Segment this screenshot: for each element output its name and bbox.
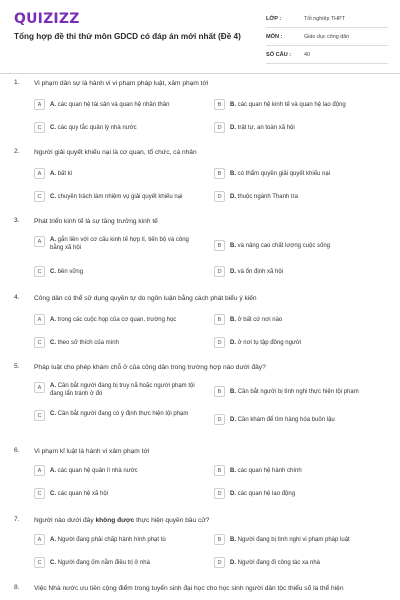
option-badge: C bbox=[34, 557, 45, 568]
option-d[interactable] bbox=[214, 486, 390, 501]
option-a[interactable] bbox=[34, 233, 204, 257]
option-text: các quan hệ lao động bbox=[237, 490, 296, 497]
question-number: 5. bbox=[14, 363, 20, 370]
option-letter: B. bbox=[230, 467, 236, 474]
option-c[interactable] bbox=[34, 407, 204, 431]
option-text: các quy tắc quản lý nhà nước bbox=[57, 124, 137, 131]
option-letter: C. bbox=[50, 490, 56, 497]
option-letter: D. bbox=[230, 416, 236, 423]
document-meta bbox=[266, 10, 388, 64]
meta-label: MÔN : bbox=[266, 33, 283, 40]
option-letter: D. bbox=[230, 268, 236, 275]
option-text: các quan hệ kinh tế và quan hệ lao động bbox=[237, 101, 346, 108]
meta-row-count bbox=[266, 46, 388, 64]
option-c[interactable] bbox=[34, 486, 204, 501]
option-c[interactable] bbox=[34, 189, 204, 204]
option-d[interactable] bbox=[214, 412, 390, 427]
option-badge: C bbox=[34, 266, 45, 277]
option-letter: A. bbox=[50, 101, 56, 108]
option-letter: B. bbox=[230, 170, 236, 177]
option-d[interactable] bbox=[214, 189, 390, 204]
option-a[interactable] bbox=[34, 166, 204, 181]
option-text: gắn liền với cơ cấu kinh tế hợp lí, tiến bộ và công bằng xã hội bbox=[50, 237, 189, 251]
option-badge: C bbox=[34, 410, 45, 421]
option-text: chuyên trách làm nhiệm vụ giải quyết khiếu nại bbox=[57, 193, 183, 200]
option-letter: D. bbox=[230, 559, 236, 566]
meta-value: 40 bbox=[304, 51, 310, 58]
option-c[interactable] bbox=[34, 335, 204, 350]
option-letter: A. bbox=[50, 316, 56, 323]
question-text: Pháp luật cho phép khám chỗ ở của công dân trong trường hợp nào dưới đây? bbox=[34, 364, 266, 371]
option-letter: C. bbox=[50, 268, 56, 275]
option-badge: A bbox=[34, 534, 45, 545]
option-letter: A. bbox=[50, 170, 56, 177]
option-text: theo sở thích của mình bbox=[57, 339, 119, 346]
option-letter: D. bbox=[230, 124, 236, 131]
option-text: Cần bắt người đang có ý định thực hiện tội phạm bbox=[57, 411, 189, 417]
option-badge: C bbox=[34, 122, 45, 133]
option-letter: C. bbox=[50, 559, 56, 566]
question-number: 6. bbox=[14, 447, 20, 454]
option-badge: A bbox=[34, 99, 45, 110]
meta-value: Giáo dục công dân bbox=[304, 33, 350, 40]
option-badge: B bbox=[214, 99, 225, 110]
option-letter: A. bbox=[50, 383, 56, 389]
option-text: Người đang phải chấp hành hình phạt tù bbox=[57, 536, 166, 543]
option-letter: C. bbox=[50, 193, 56, 200]
option-b[interactable] bbox=[214, 97, 390, 112]
option-text: trật tự, an toàn xã hội bbox=[237, 124, 295, 131]
option-badge: D bbox=[214, 266, 225, 277]
quizizz-logo: QUIZIZZ bbox=[14, 11, 80, 27]
option-text: Cần bắt người bị tình nghi thực hiện tội phạm bbox=[237, 388, 359, 395]
option-b[interactable] bbox=[214, 312, 390, 327]
question-number: 1. bbox=[14, 79, 20, 86]
option-text: thuộc ngành Thanh tra bbox=[237, 193, 298, 200]
option-badge: D bbox=[214, 414, 225, 425]
header-divider bbox=[0, 73, 400, 74]
option-text: Cần khám để tìm hàng hóa buôn lậu bbox=[237, 416, 335, 423]
option-badge: B bbox=[214, 314, 225, 325]
option-badge: B bbox=[214, 168, 225, 179]
option-letter: C. bbox=[50, 411, 56, 417]
option-text: Cần bắt người đang bị truy nã hoặc người phạm tội đang lẩn tránh ở đó bbox=[50, 383, 195, 397]
question-text: Phát triển kinh tế là sự tăng trưởng kinh tế bbox=[34, 218, 158, 225]
option-text: bền vững bbox=[57, 268, 84, 275]
option-badge: B bbox=[214, 386, 225, 397]
option-letter: B. bbox=[230, 536, 236, 543]
option-letter: A. bbox=[50, 536, 56, 543]
option-a[interactable] bbox=[34, 379, 204, 403]
meta-row-subject bbox=[266, 28, 388, 46]
option-text: Người đang bị tình nghi vi phạm pháp luật bbox=[237, 536, 350, 543]
option-letter: D. bbox=[230, 490, 236, 497]
option-badge: B bbox=[214, 534, 225, 545]
option-badge: C bbox=[34, 488, 45, 499]
option-letter: B. bbox=[230, 316, 236, 323]
option-b[interactable] bbox=[214, 463, 390, 478]
option-text: có thẩm quyền giải quyết khiếu nại bbox=[237, 170, 331, 177]
question-number: 8. bbox=[14, 584, 20, 591]
option-badge: C bbox=[34, 191, 45, 202]
question-text: Việc Nhà nước ưu tiên cộng điểm trong tuyển sinh đại học cho học sinh người dân tộc thiểu số là thể hiện bbox=[34, 585, 344, 592]
question-number: 3. bbox=[14, 217, 20, 224]
option-d[interactable] bbox=[214, 120, 390, 135]
option-letter: B. bbox=[230, 242, 236, 249]
question-text: Công dân có thể sử dụng quyền tự do ngôn luận bằng cách phát biểu ý kiến bbox=[34, 295, 257, 302]
option-text: Người đang ốm nằm điều trị ở nhà bbox=[57, 559, 150, 566]
option-badge: B bbox=[214, 240, 225, 251]
option-text: và nâng cao chất lượng cuộc sống bbox=[237, 242, 331, 249]
option-letter: C. bbox=[50, 339, 56, 346]
option-text: các quan hệ xã hội bbox=[57, 490, 109, 497]
option-badge: A bbox=[34, 465, 45, 476]
option-b[interactable] bbox=[214, 166, 390, 181]
option-text: trong các cuộc họp của cơ quan, trường học bbox=[57, 316, 177, 323]
option-d[interactable] bbox=[214, 335, 390, 350]
option-letter: A. bbox=[50, 467, 56, 474]
option-a[interactable] bbox=[34, 463, 204, 478]
option-badge: D bbox=[214, 337, 225, 348]
option-badge: A bbox=[34, 236, 45, 247]
question-text: Vi phạm kỉ luật là hành vi xâm phạm tới bbox=[34, 448, 150, 455]
meta-value: Tốt nghiệp THPT bbox=[304, 15, 345, 22]
option-d[interactable] bbox=[214, 555, 390, 570]
option-badge: D bbox=[214, 191, 225, 202]
option-b[interactable] bbox=[214, 384, 390, 399]
option-badge: D bbox=[214, 488, 225, 499]
option-d[interactable] bbox=[214, 264, 390, 279]
option-text: ở nơi tụ tập đông người bbox=[237, 339, 302, 346]
option-c[interactable] bbox=[34, 555, 204, 570]
option-text: các quan hệ quản lí nhà nước bbox=[57, 467, 138, 474]
option-letter: A. bbox=[50, 237, 56, 243]
option-letter: C. bbox=[50, 124, 56, 131]
option-b[interactable] bbox=[214, 238, 390, 253]
option-badge: B bbox=[214, 465, 225, 476]
option-badge: A bbox=[34, 168, 45, 179]
question-number: 7. bbox=[14, 516, 20, 523]
question-number: 4. bbox=[14, 294, 20, 301]
option-letter: B. bbox=[230, 101, 236, 108]
question-text: Người giải quyết khiếu nại là cơ quan, tổ chức, cá nhân bbox=[34, 149, 197, 156]
emphasis-text: không được bbox=[95, 517, 135, 524]
option-text: bất kì bbox=[57, 170, 73, 177]
document-title: Tổng hợp đề thi thử môn GDCD có đáp án mới nhất (Đề 4) bbox=[14, 32, 241, 41]
option-text: ở bất cứ nơi nào bbox=[237, 316, 283, 323]
option-c[interactable] bbox=[34, 264, 204, 279]
meta-label: LỚP : bbox=[266, 15, 282, 22]
question-text: Vi phạm dân sự là hành vi vi phạm pháp luật, xâm phạm tới bbox=[34, 80, 209, 87]
option-a[interactable] bbox=[34, 532, 204, 547]
option-letter: B. bbox=[230, 388, 236, 395]
meta-label: SỐ CÂU : bbox=[266, 51, 292, 58]
option-badge: A bbox=[34, 314, 45, 325]
meta-row-grade bbox=[266, 10, 388, 28]
question-number: 2. bbox=[14, 148, 20, 155]
option-badge: C bbox=[34, 337, 45, 348]
option-c[interactable] bbox=[34, 120, 204, 135]
option-badge: A bbox=[34, 382, 45, 393]
question-text: Người nào dưới đây không được thực hiện quyền bầu cử? bbox=[34, 517, 210, 524]
option-a[interactable] bbox=[34, 312, 204, 327]
option-text: Người đang đi công tác xa nhà bbox=[237, 559, 321, 566]
option-letter: D. bbox=[230, 193, 236, 200]
document-header bbox=[0, 0, 400, 70]
option-text: và ổn định xã hội bbox=[237, 268, 284, 275]
option-badge: D bbox=[214, 122, 225, 133]
option-a[interactable] bbox=[34, 97, 204, 112]
option-badge: D bbox=[214, 557, 225, 568]
option-b[interactable] bbox=[214, 532, 390, 547]
option-letter: D. bbox=[230, 339, 236, 346]
option-text: các quan hệ tài sản và quan hệ nhân thân bbox=[57, 101, 170, 108]
option-text: các quan hệ hành chính bbox=[237, 467, 302, 474]
